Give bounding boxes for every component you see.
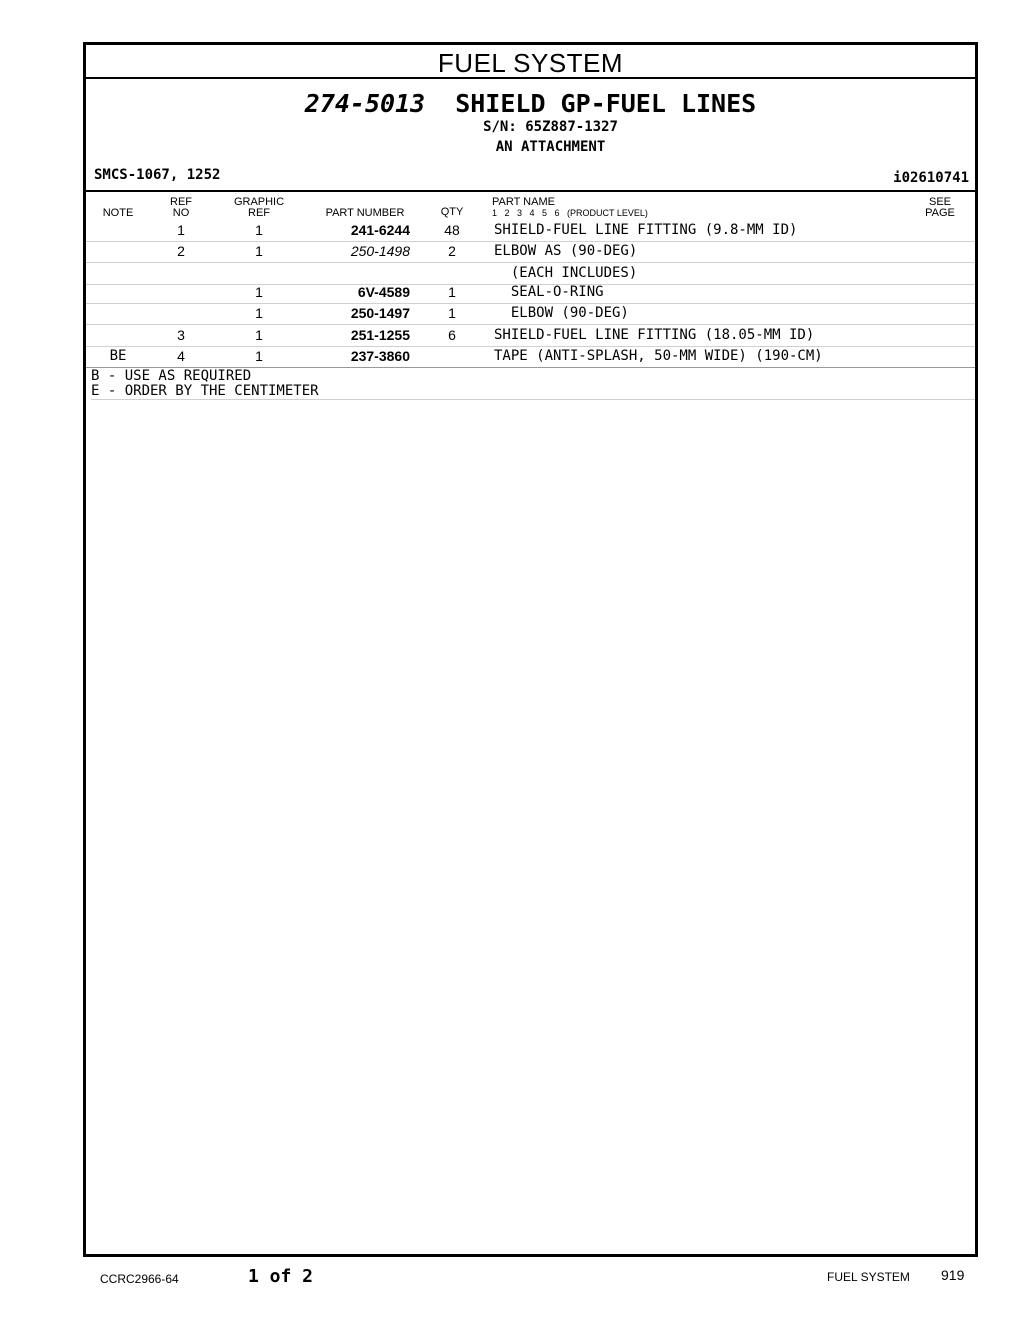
row-part-number: 237-3860 xyxy=(350,348,410,364)
section-title: FUEL SYSTEM xyxy=(437,48,624,78)
row-ref-no: 1 xyxy=(177,222,185,238)
row-part-name: SHIELD-FUEL LINE FITTING (18.05-MM ID) xyxy=(494,327,815,343)
serial-number: S/N: 65Z887-1327 xyxy=(483,119,618,135)
row-part-name: ELBOW AS (90-DEG) xyxy=(494,243,638,259)
table-row xyxy=(86,282,975,304)
row-graphic-ref: 1 xyxy=(255,284,263,300)
footer-page-of: 1 of 2 xyxy=(248,1266,314,1287)
row-part-number: 250-1498 xyxy=(350,243,410,259)
table-row xyxy=(86,346,975,368)
row-ref-no: 3 xyxy=(177,327,185,343)
row-graphic-ref: 1 xyxy=(255,327,263,343)
row-part-number: 6V-4589 xyxy=(357,284,410,300)
row-ref-no: 2 xyxy=(177,243,185,259)
page-frame xyxy=(83,42,978,1257)
row-qty: 48 xyxy=(444,222,460,238)
header-see-page-line1: SEE xyxy=(928,196,951,208)
row-graphic-ref: 1 xyxy=(255,348,263,364)
row-part-name: (EACH INCLUDES) xyxy=(494,265,638,281)
row-qty: 6 xyxy=(448,327,456,343)
table-row xyxy=(86,241,975,263)
row-part-number: 251-1255 xyxy=(350,327,410,343)
header-graphic-ref-line2: REF xyxy=(248,207,270,219)
row-qty: 1 xyxy=(448,305,456,321)
header-note: NOTE xyxy=(102,207,134,219)
row-part-name: SEAL-O-RING xyxy=(494,284,604,300)
row-qty: 2 xyxy=(448,243,456,259)
smcs-code: SMCS-1067, 1252 xyxy=(94,167,221,183)
header-part-number: PART NUMBER xyxy=(325,207,405,219)
row-part-number: 250-1497 xyxy=(350,305,410,321)
header-see-page-line2: PAGE xyxy=(925,207,955,219)
row-qty: 1 xyxy=(448,284,456,300)
footnote-b: B - USE AS REQUIRED xyxy=(91,368,252,384)
row-graphic-ref: 1 xyxy=(255,243,263,259)
assembly-title xyxy=(86,89,975,118)
header-product-level: 1 2 3 4 5 6 (PRODUCT LEVEL) xyxy=(492,208,648,218)
table-row xyxy=(86,325,975,347)
illustration-id: i02610741 xyxy=(893,170,969,186)
table-header-rule xyxy=(86,190,975,192)
table-row xyxy=(86,220,975,242)
row-part-name: TAPE (ANTI-SPLASH, 50-MM WIDE) (190-CM) xyxy=(494,348,823,364)
row-part-number: 241-6244 xyxy=(350,222,410,238)
row-part-name: SHIELD-FUEL LINE FITTING (9.8-MM ID) xyxy=(494,222,798,238)
header-ref-no-line1: REF xyxy=(170,196,192,208)
row-graphic-ref: 1 xyxy=(255,305,263,321)
attachment-label: AN ATTACHMENT xyxy=(495,139,606,155)
assembly-part-number: 274-5013 xyxy=(304,89,426,118)
row-graphic-ref: 1 xyxy=(255,222,263,238)
table-row xyxy=(86,303,975,325)
header-graphic-ref-line1: GRAPHIC xyxy=(233,196,285,208)
header-qty: QTY xyxy=(440,206,464,218)
header-ref-no-line2: NO xyxy=(172,207,190,219)
footer-catalog-code: CCRC2966-64 xyxy=(100,1272,179,1286)
footer-page-number: 919 xyxy=(941,1267,965,1283)
footer-section-name: FUEL SYSTEM xyxy=(827,1270,910,1284)
footnote-e: E - ORDER BY THE CENTIMETER xyxy=(91,384,975,400)
row-ref-no: 4 xyxy=(177,348,185,364)
section-header-bar xyxy=(86,45,975,79)
row-note: BE xyxy=(109,348,127,364)
header-part-name: PART NAME xyxy=(492,196,555,208)
assembly-name: SHIELD GP-FUEL LINES xyxy=(455,89,757,118)
row-part-name: ELBOW (90-DEG) xyxy=(494,305,629,321)
